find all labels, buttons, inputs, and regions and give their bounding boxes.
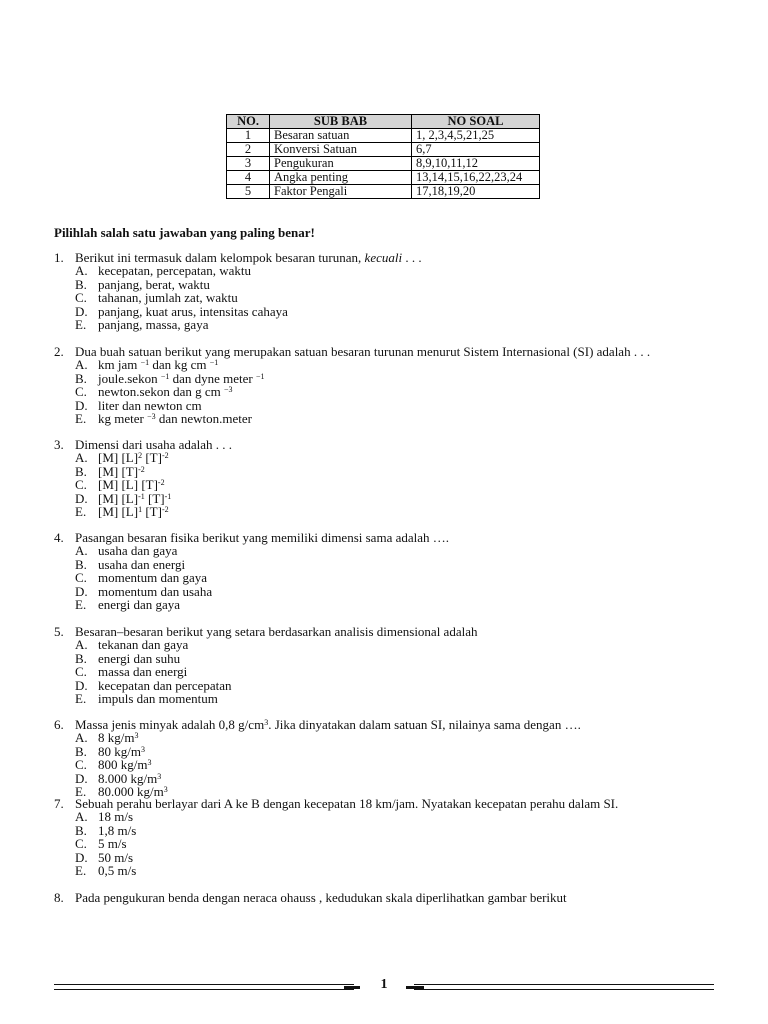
question-number: 2. [54,344,64,359]
question-text: Pasangan besaran fisika berikut yang memiliki dimensi sama adalah …. [75,530,450,545]
question-stem [54,891,567,904]
table-row [227,129,540,143]
option-letter: C. [75,290,87,306]
answer-options [75,638,477,705]
option-text: 18 m/s [98,809,134,825]
header-no-soal: NO SOAL [412,115,540,129]
cell-no-soal: 13,14,15,16,22,23,24 [412,171,540,185]
option-text: tahanan, jumlah zat, waktu [98,290,238,306]
option-text: [M] $[T]^{-2}$ [98,463,145,479]
option-text: tekanan dan gaya [98,637,189,653]
option-text: panjang, massa, gaya [98,317,209,333]
answer-options [75,264,422,331]
answer-option [75,692,477,705]
option-letter: B. [75,276,87,292]
footer-rule-left-top [54,984,354,985]
cell-no-soal: 6,7 [412,143,540,157]
option-letter: E. [75,411,87,427]
option-text: impuls dan momentum [98,691,218,707]
cell-no: 4 [227,171,270,185]
option-letter: D. [75,770,88,786]
question-stem [54,625,477,638]
answer-option [75,305,422,318]
answer-option [75,558,449,571]
question-text: Berikut ini termasuk dalam kelompok besaran turunan, kecuali . . . [75,250,422,265]
cell-no: 5 [227,185,270,199]
cell-sub-bab: Besaran satuan [270,129,412,143]
question-number: 8. [54,890,64,905]
option-letter: C. [75,836,87,852]
option-letter: E. [75,784,87,800]
option-text: kecepatan, percepatan, waktu [98,263,252,279]
answer-option [75,772,581,785]
answer-option [75,851,618,864]
option-text: [M] $[L]^1$ $[T]^{-2}$ [98,504,169,520]
answer-option [75,745,581,758]
option-letter: E. [75,863,87,879]
option-text: 80 $kg/m^3$ [98,743,145,759]
option-text: [M] [L] $[T]^{-2}$ [98,477,165,493]
option-text: 8.000 $kg/m^3$ [98,770,162,786]
option-text: energi dan suhu [98,650,181,666]
cell-no-soal: 1, 2,3,4,5,21,25 [412,129,540,143]
question-item [54,531,449,611]
option-text: km jam $^{-1}$ dan kg cm $^{-1}$ [98,357,219,373]
question-text: Massa jenis minyak adalah 0,8 $g/cm^3$. Jika dinyatakan dalam satuan SI, nilainya sama dengan …. [75,717,581,732]
answer-options [75,731,581,798]
header-no: NO. [227,115,270,129]
question-number: 1. [54,250,64,265]
answer-option [75,291,422,304]
footer-rule-left-bottom [54,989,354,990]
option-letter: B. [75,556,87,572]
answer-option [75,638,477,651]
answer-option [75,492,232,505]
option-letter: B. [75,463,87,479]
question-number: 3. [54,437,64,452]
option-letter: A. [75,450,88,466]
question-stem [54,797,618,810]
option-letter: D. [75,583,88,599]
answer-option [75,372,650,385]
question-stem [54,531,449,544]
question-number: 7. [54,796,64,811]
answer-option [75,264,422,277]
answer-option [75,598,449,611]
table-header-row [227,115,540,129]
question-stem [54,718,581,731]
answer-option [75,318,422,331]
option-letter: D. [75,397,88,413]
option-letter: E. [75,504,87,520]
option-text: 50 m/s [98,849,134,865]
option-letter: E. [75,597,87,613]
option-letter: A. [75,357,88,373]
footer-rule-right-bottom [414,989,714,990]
table-row [227,157,540,171]
option-letter: C. [75,664,87,680]
answer-option [75,451,232,464]
answer-option [75,358,650,371]
answer-options [75,544,449,611]
answer-option [75,864,618,877]
option-text: panjang, berat, waktu [98,276,210,292]
answer-option [75,731,581,744]
option-text: 0,5 m/s [98,863,137,879]
answer-option [75,385,650,398]
option-text: joule.sekon $^{-1}$ dan dyne meter $^{-1}$ [98,370,265,386]
option-text: energi dan gaya [98,597,181,613]
option-letter: A. [75,263,88,279]
answer-option [75,679,477,692]
option-text: 80.000 $kg/m^3$ [98,784,168,800]
question-number: 4. [54,530,64,545]
option-letter: A. [75,637,88,653]
footer-tab-left [344,986,360,989]
question-item [54,891,567,904]
table-row [227,185,540,199]
option-letter: D. [75,303,88,319]
option-letter: D. [75,677,88,693]
answer-option [75,478,232,491]
option-letter: A. [75,543,88,559]
question-number: 5. [54,624,64,639]
cell-no: 2 [227,143,270,157]
question-item [54,438,232,518]
option-text: [M] $[L]^{-1}$ $[T]^{-1}$ [98,490,172,506]
option-text: usaha dan gaya [98,543,178,559]
answer-option [75,652,477,665]
question-item [54,718,581,798]
option-text: panjang, kuat arus, intensitas cahaya [98,303,288,319]
cell-no: 1 [227,129,270,143]
option-letter: A. [75,730,88,746]
option-letter: C. [75,570,87,586]
answer-option [75,585,449,598]
answer-option [75,399,650,412]
question-stem [54,345,650,358]
cell-sub-bab: Pengukuran [270,157,412,171]
question-item [54,251,422,331]
question-item [54,625,477,705]
answer-option [75,278,422,291]
page-number: 1 [380,977,388,992]
option-letter: D. [75,849,88,865]
question-stem [54,251,422,264]
option-text: newton.sekon dan g cm $^{-3}$ [98,384,233,400]
option-text: 1,8 m/s [98,822,137,838]
option-text: usaha dan energi [98,556,186,572]
option-letter: C. [75,757,87,773]
question-number: 6. [54,717,64,732]
option-letter: B. [75,822,87,838]
table-row [227,171,540,185]
answer-options [75,451,232,518]
option-letter: D. [75,490,88,506]
option-text: kecepatan dan percepatan [98,677,232,693]
answer-option [75,824,618,837]
option-letter: B. [75,743,87,759]
cell-sub-bab: Angka penting [270,171,412,185]
option-text: kg meter $^{-3}$ dan newton.meter [98,411,252,427]
answer-option [75,505,232,518]
option-letter: E. [75,317,87,333]
option-letter: C. [75,477,87,493]
option-text: liter dan newton cm [98,397,202,413]
answer-option [75,665,477,678]
answer-option [75,571,449,584]
answer-option [75,465,232,478]
question-stem [54,438,232,451]
option-text: massa dan energi [98,664,188,680]
table-row [227,143,540,157]
question-text: Besaran–besaran berikut yang setara berdasarkan analisis dimensional adalah [75,624,478,639]
question-item [54,345,650,425]
answer-option [75,758,581,771]
page-footer [54,977,714,994]
option-letter: E. [75,691,87,707]
cell-sub-bab: Konversi Satuan [270,143,412,157]
option-text: 8 $kg/m^3$ [98,730,139,746]
answer-option [75,810,618,823]
cell-no-soal: 17,18,19,20 [412,185,540,199]
answer-option [75,412,650,425]
option-text: momentum dan gaya [98,570,208,586]
cell-no: 3 [227,157,270,171]
option-letter: C. [75,384,87,400]
cell-no-soal: 8,9,10,11,12 [412,157,540,171]
footer-rule-right-top [414,984,714,985]
answer-option [75,544,449,557]
option-text: 5 m/s [98,836,127,852]
question-text: Dua buah satuan berikut yang merupakan satuan besaran turunan menurut Sistem Internasional (SI) adalah . . . [75,344,651,359]
question-item [54,797,618,877]
option-text: momentum dan usaha [98,583,213,599]
sub-bab-table [226,114,540,199]
cell-sub-bab: Faktor Pengali [270,185,412,199]
question-text: Sebuah perahu berlayar dari A ke B dengan kecepatan 18 km/jam. Nyatakan kecepatan perahu dalam SI. [75,796,619,811]
answer-options [75,358,650,425]
answer-option [75,837,618,850]
option-letter: B. [75,370,87,386]
question-text: Dimensi dari usaha adalah . . . [75,437,233,452]
option-letter: A. [75,809,88,825]
question-text: Pada pengukuran benda dengan neraca ohauss , kedudukan skala diperlihatkan gambar berikut [75,890,567,905]
header-sub-bab: SUB BAB [270,115,412,129]
option-text: 800 $kg/m^3$ [98,757,152,773]
instruction-heading: Pilihlah salah satu jawaban yang paling benar! [54,225,315,240]
option-letter: B. [75,650,87,666]
option-text: [M] $[L]^2$ $[T]^{-2}$ [98,450,169,466]
answer-options [75,810,618,877]
